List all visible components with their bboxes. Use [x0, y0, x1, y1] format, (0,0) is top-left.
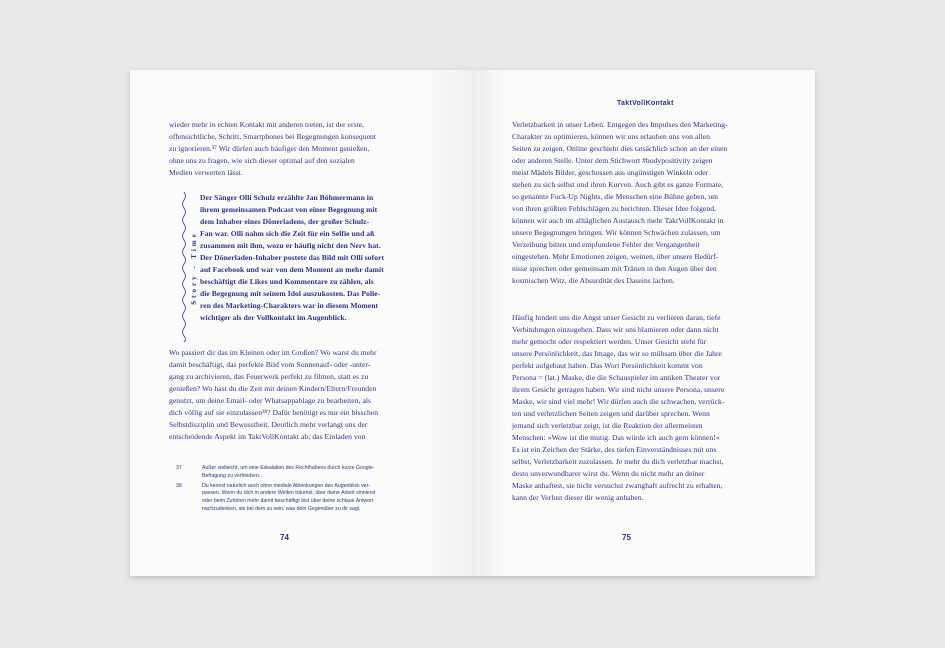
text-line: Verbindungen einzugehen. Dass wir uns blamieren oder dann nicht	[512, 325, 719, 334]
text-line: stehen zu sich selbst und ihren Kurven. Auch gibt es ganze Formate,	[512, 180, 724, 189]
open-book	[130, 70, 815, 576]
footnote	[176, 465, 436, 481]
footnotes	[176, 465, 436, 514]
text-line: beschäftigt die Likes und Kommentare zu zählen, als	[200, 277, 374, 286]
page-number-left: 74	[280, 533, 289, 542]
text-line: ihrem gemeinsamen Podcast von einer Begegnung mit	[200, 205, 378, 214]
text-line: genutzt, um deine Email- oder Whatsappablage zu bearbeiten, als	[169, 396, 372, 405]
text-line: so genannte Fuck-Up Nights, die Menschen eine Bühne geben, um	[512, 192, 719, 201]
text-line: jemand sich verletzbar zeigt, ist die Reaktion der allermeisten	[512, 421, 703, 430]
text-line: ren des Marketing-Charakters war in diesem Moment	[200, 301, 379, 310]
text-line: nisse sprechen oder gemeinsam mit Tränen in den Augen über den	[512, 264, 717, 273]
text-line: dem Inhaber eines Dönerladens, der großer Schulz-	[200, 217, 370, 226]
text-line: meist Mädels Bilder, geschossen aus ungünstigen Winkeln oder	[512, 168, 709, 177]
text-line: desto unverwundbarer wirst du. Wenn du nicht mehr an deiner	[512, 469, 705, 478]
story-text	[200, 192, 442, 324]
text-line: können wir auch im alltäglichen Austausch mehr TaktVollKontakt in	[512, 216, 724, 225]
text-line: ohne uns zu fragen, wie sich dieser optimal auf den sozialen	[169, 156, 355, 165]
text-line: Verletzbarkeit in unser Leben. Entgegen des Impulses den Marketing-	[512, 120, 728, 129]
text-line: passen. Wenn du dich in andere Welten träumst, über deine Arbeit sinnierst	[202, 490, 376, 497]
text-line: Der Dönerladen-Inhaber postete das Bild mit Olli sofort	[200, 253, 385, 262]
text-line: Medien verwerten lässt.	[169, 168, 243, 177]
text-line: von ihren größten Fehlschlägen zu berichten. Dieser Idee folgend,	[512, 204, 716, 213]
text-line: perfekt aufgebaut haben. Das Wort Persönlichkeit kommt von	[512, 361, 703, 370]
text-line: nachzudenken, als bei dem zu sein, was dein Gegenüber zu dir sagt.	[202, 505, 361, 512]
text-line: kann der Verlust dieser dir wenig anhaben.	[512, 493, 644, 502]
running-header: TaktVollKontakt	[617, 100, 674, 107]
text-line: Maske, wir sind viel mehr! Wir dürfen auch die schwachen, verrück-	[512, 397, 725, 406]
story-time-box	[169, 192, 444, 342]
text-line: dich völlig auf sie einzulassen³⁸? Dafür benötigt es nur ein bisschen	[169, 408, 379, 417]
text-line: selbst, Verletzbarkeit zuzulassen. Je mehr du dich verletzbar machst,	[512, 457, 724, 466]
text-line: Verzeihung bitten und empfundene Fehler der Vergangenheit	[512, 240, 700, 249]
text-line: Der Sänger Olli Schulz erzählte Jan Böhmermann in	[200, 193, 374, 202]
left-paragraph-1	[169, 119, 439, 179]
text-line: Es ist ein Zeichen der Stärke, des tiefen Einverständnisses mit uns	[512, 445, 717, 454]
footnote-text	[202, 465, 436, 481]
text-line: Persona = (lat.) Maske, die die Schauspieler im antiken Theater vor	[512, 373, 721, 382]
right-paragraph-2	[512, 312, 784, 504]
text-line: Befragung zu verhindern.	[202, 472, 261, 479]
right-page	[472, 70, 815, 576]
text-line: Maske anhaftest, sie nicht versuchst zwanghaft aufrecht zu erhalten,	[512, 481, 723, 490]
squiggle-line-icon	[179, 192, 189, 342]
text-line: oder beim Zuhören mehr damit beschäftigt bist über deine schlaue Antwort	[202, 498, 374, 505]
text-line: Außer vielleicht, um eine Eskalation des Rechthabens durch kurze Google-	[202, 465, 375, 471]
text-line: genießen? Wo hast du die Zeit mit deinen Kindern/Eltern/Freunden	[169, 384, 377, 393]
text-line: entscheidende Aspekt im TaktVollKontakt ab; das Einladen von	[169, 432, 366, 441]
text-line: unsere Persönlichkeit, das Image, das wir so mühsam über die Jahre	[512, 349, 722, 358]
text-line: gang zu archivieren, das Feuerwerk perfekt zu filmen, statt es zu	[169, 372, 369, 381]
text-line: damit beschäftigt, das perfekte Bild vom Sonnenauf- oder -unter-	[169, 360, 371, 369]
text-line: Selbstdisziplin und Bewusstheit. Deutlich mehr verlangt uns der	[169, 420, 368, 429]
text-line: ten und verletzlichen Seiten zeigen und darüber sprechen. Wenn	[512, 409, 710, 418]
left-page	[130, 70, 472, 576]
footnote-number: 37	[176, 465, 182, 471]
footnote-text	[202, 483, 436, 514]
text-line: mehr gemocht oder respektiert werden. Unser Gesicht steht für	[512, 337, 707, 346]
text-line: offensichtliche, Schritt, Smartphones bei Begegnungen konsequent	[169, 132, 376, 141]
text-line: die Begegnung mit seinem Idol auszukosten. Das Polie-	[200, 289, 381, 298]
text-line: Charakter zu optimieren, können wir uns erlauben uns von allen	[512, 132, 710, 141]
text-line: ihrem Gesicht getragen haben. Wir sind nicht unsere Persona, unsere	[512, 385, 725, 394]
text-line: Seiten zu zeigen. Online geschieht dies tatsächlich schon an der einen	[512, 144, 728, 153]
text-line: Fan war. Olli nahm sich die Zeit für ein Selfie und aß	[200, 229, 375, 238]
text-line: oder anderen Stelle. Unter dem Stichwort #bodypositivity zeigen	[512, 156, 713, 165]
page-number-right: 75	[622, 533, 631, 542]
text-line: Du kennst natürlich auch ohne mediale Ablenkungen den Augenblick ver-	[202, 482, 371, 489]
text-line: eingestehen. Mehr Emotionen zeigen, weinen, über unsere Bedürf-	[512, 252, 719, 261]
footnote-number: 38	[176, 482, 182, 489]
left-paragraph-2	[169, 347, 441, 443]
footnote	[176, 483, 436, 514]
text-line: Menschen: »Wow ist die mutig. Das würde ich auch gern können!«	[512, 433, 720, 442]
text-line: Wo passiert dir das im Kleinen oder im Großen? Wo warst du mehr	[169, 348, 377, 357]
text-line: Häufig hindert uns die Angst unser Gesicht zu verlieren daran, tiefe	[512, 313, 721, 322]
text-line: wichtiger als der Vollkontakt im Augenblick.	[200, 313, 347, 322]
right-paragraph-1	[512, 119, 784, 287]
story-time-label: Story - Time	[190, 231, 198, 305]
text-line: kosmischen Witz, die Absurdität des Daseins lachen.	[512, 276, 675, 285]
text-line: zusammen mit ihm, wozu er häufig nicht den Nerv hat.	[200, 241, 381, 250]
text-line: zu ignorieren.³⁷ Wir dürfen auch häufiger den Moment genießen,	[169, 144, 370, 153]
text-line: unsere Begegnungen bringen. Wir können Schwächen zulassen, um	[512, 228, 721, 237]
text-line: wieder mehr in echten Kontakt mit anderen treten, ist der erste,	[169, 120, 365, 129]
text-line: auf Facebook und war von dem Moment an mehr damit	[200, 265, 384, 274]
